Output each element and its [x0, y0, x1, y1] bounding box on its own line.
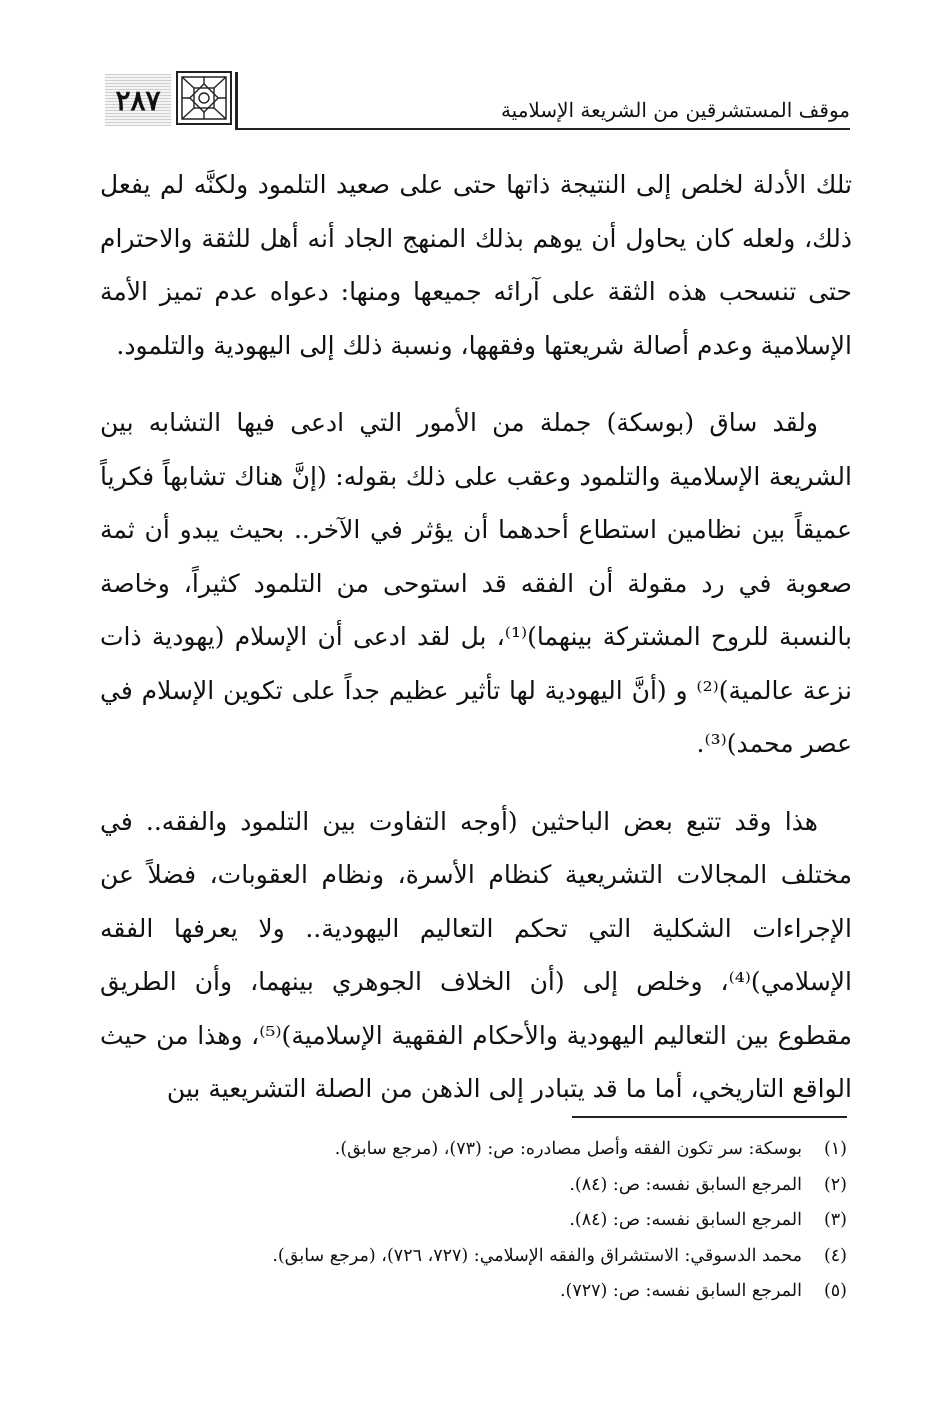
footnote-number: (١) — [823, 1139, 847, 1159]
geometric-ornament-icon — [175, 70, 233, 126]
running-title: موقف المستشرقين من الشريعة الإسلامية — [500, 98, 850, 122]
footnote-number: (٢) — [823, 1174, 847, 1195]
page-number: ٢٨٧ — [115, 83, 161, 117]
footnote-text: بوسكة: سر تكون الفقه وأصل مصادره: ص: (٧٣)، (مرجع سابق). — [334, 1139, 802, 1159]
footnote-number: (٣) — [823, 1210, 847, 1230]
header-divider — [235, 72, 238, 130]
footnote-text: المرجع السابق نفسه: ص: (٨٤). — [569, 1174, 802, 1195]
paragraph-2: ولقد ساق (بوسكة) جملة من الأمور التي ادعى فيها التشابه بين الشريعة الإسلامية والتلمود وعقب على ذلك بقوله: (إنَّ هناك تشابهاً فكرياً عميقاً بين نظامين استطاع أحدهما أن يؤثر في الآخر.. بحيث يبدو أن ثمة صعوبة في رد مقولة أن الفقه قد استوحى من التلمود كثيراً، وخاصة بالنسبة للروح المشتركة بينهما)⁽¹⁾، بل لقد ادعى أن الإسلام (يهودية ذات نزعة عالمية)⁽²⁾ و (أنَّ اليهودية لها تأثير عظيم جداً على تكوين الإسلام في عصر محمد)⁽³⁾. — [100, 408, 852, 758]
header-rule — [235, 128, 850, 130]
footnote-text: المرجع السابق نفسه: ص: (٧٢٧). — [559, 1281, 802, 1301]
footnotes-list — [147, 1132, 847, 1310]
footnote-text: محمد الدسوقي: الاستشراق والفقه الإسلامي: (٧٢٧، ٧٢٦)، (مرجع سابق). — [272, 1245, 802, 1266]
footnote-number: (٥) — [823, 1281, 847, 1301]
footnote-item — [147, 1274, 847, 1310]
paragraph-3: هذا وقد تتبع بعض الباحثين (أوجه التفاوت بين التلمود والفقه.. في مختلف المجالات التشريعية كنظام الأسرة، ونظام العقوبات، فضلاً عن الإجراءات الشكلية التي تحكم التعاليم اليهودية.. ولا يعرفها الفقه الإسلامي)⁽⁴⁾، وخلص إلى (أن الخلاف الجوهري بينهما، وأن الطريق مقطوع بين التعاليم اليهودية والأحكام الفقهية الإسلامية)⁽⁵⁾، وهذا من حيث الواقع التاريخي، أما ما قد يتبادر إلى الذهن من الصلة التشريعية بين — [100, 806, 852, 1103]
footnote-text: المرجع السابق نفسه: ص: (٨٤). — [569, 1210, 802, 1230]
footnote-item — [147, 1168, 847, 1204]
main-text — [100, 158, 852, 1140]
footnote-number: (٤) — [823, 1245, 847, 1266]
footnote-item — [147, 1239, 847, 1275]
footnote-item — [147, 1132, 847, 1168]
footnote-item — [147, 1203, 847, 1239]
page-header — [105, 70, 850, 132]
footnote-separator — [572, 1116, 847, 1118]
page-number-box — [105, 74, 171, 126]
paragraph-1: تلك الأدلة لخلص إلى النتيجة ذاتها حتى على صعيد التلمود ولكنَّه لم يفعل ذلك، ولعله كان يحاول أن يوهم بذلك المنهج الجاد أنه أهل للثقة والاحترام حتى تنسحب هذه الثقة على آرائه جميعها ومنها: دعواه عدم تميز الأمة الإسلامية وعدم أصالة شريعتها وفقهها، ونسبة ذلك إلى اليهودية والتلمود. — [100, 170, 852, 360]
